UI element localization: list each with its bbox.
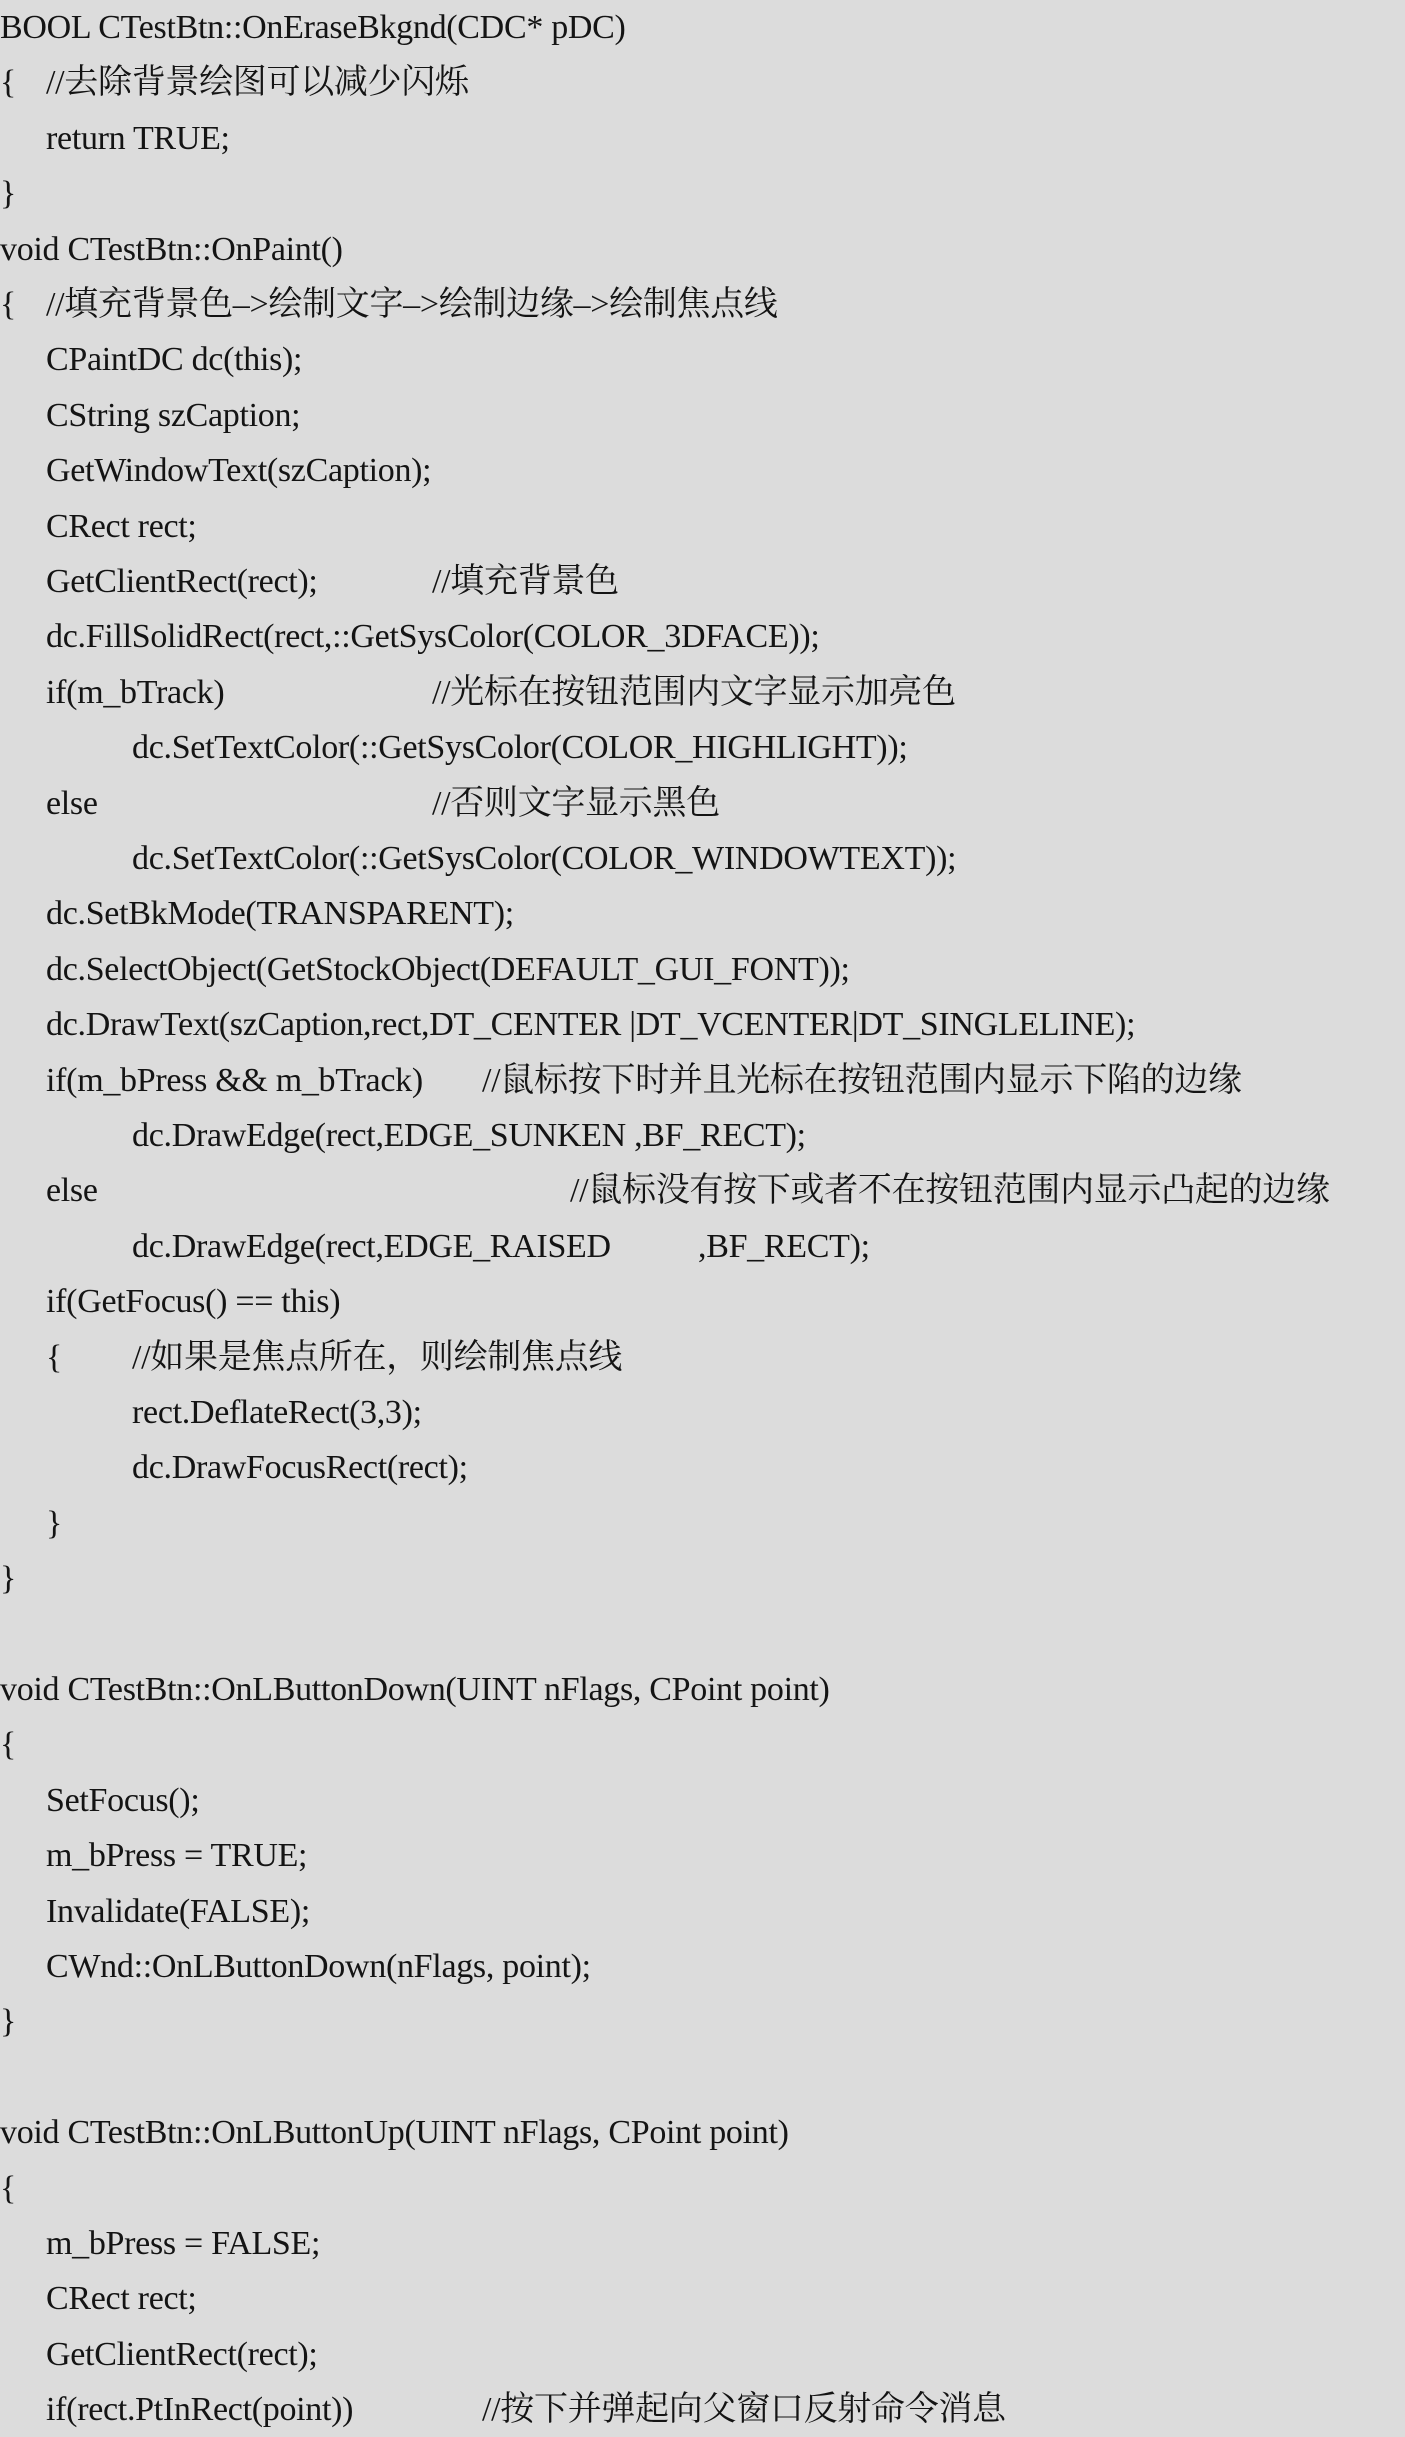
code-text: { — [46, 1338, 63, 1376]
code-text: CRect rect; — [46, 2280, 197, 2318]
code-text: if(GetFocus() == this) — [46, 1283, 341, 1321]
code-text: dc.DrawText(szCaption,rect,DT_CENTER |DT_VCENTER|DT_SINGLELINE); — [46, 1006, 1136, 1044]
code-text: CWnd::OnLButtonDown(nFlags, point); — [46, 1948, 591, 1985]
code-text: CString szCaption; — [46, 396, 301, 434]
code-text: dc.SetTextColor(::GetSysColor(COLOR_HIGHLIGHT)); — [132, 729, 908, 767]
code-text: if(m_bTrack) — [46, 673, 225, 711]
code-text: void CTestBtn::OnPaint() — [0, 230, 343, 268]
code-text: { — [0, 286, 17, 323]
code-text: else — [46, 784, 98, 822]
code-text: } — [0, 1560, 17, 1598]
code-text: dc.SetTextColor(::GetSysColor(COLOR_WINDOWTEXT)); — [132, 840, 957, 877]
code-text: CRect rect; — [46, 507, 197, 545]
code-text: m_bPress = FALSE; — [46, 2225, 321, 2262]
code-text: Invalidate(FALSE); — [46, 1892, 311, 1930]
code-text: CPaintDC dc(this); — [46, 341, 303, 379]
code-comment: //去除背景绘图可以减少闪烁 — [46, 64, 469, 102]
code-text: dc.FillSolidRect(rect,::GetSysColor(COLOR_3DFACE)); — [46, 618, 820, 656]
code-text: { — [0, 64, 17, 102]
code-text: GetClientRect(rect); — [46, 563, 318, 600]
code-text: rect.DeflateRect(3,3); — [132, 1394, 422, 1431]
code-text: GetWindowText(szCaption); — [46, 452, 432, 490]
code-comment: //如果是焦点所在，则绘制焦点线 — [132, 1338, 623, 1376]
code-text: else — [46, 1172, 98, 1210]
code-comment: //鼠标没有按下或者不在按钮范围内显示凸起的边缘 — [570, 1172, 1330, 1210]
code-comment: //鼠标按下时并且光标在按钮范围内显示下陷的边缘 — [482, 1061, 1242, 1099]
code-text: ,BF_RECT); — [698, 1227, 870, 1265]
code-text: if(rect.PtInRect(point)) — [46, 2391, 354, 2429]
code-text: void CTestBtn::OnLButtonDown(UINT nFlags, CPoint point) — [0, 1671, 830, 1708]
code-comment: //填充背景色 — [432, 563, 619, 600]
code-text: dc.SetBkMode(TRANSPARENT); — [46, 895, 514, 933]
code-text: } — [0, 175, 17, 213]
code-text: dc.SelectObject(GetStockObject(DEFAULT_GUI_FONT)); — [46, 950, 850, 988]
code-text: { — [0, 2169, 17, 2207]
code-text: BOOL CTestBtn::OnEraseBkgnd(CDC* pDC) — [0, 9, 626, 46]
code-text: { — [0, 1726, 17, 1764]
code-text: void CTestBtn::OnLButtonUp(UINT nFlags, CPoint point) — [0, 2114, 789, 2152]
code-comment: //否则文字显示黑色 — [432, 784, 720, 822]
code-text: GetClientRect(rect); — [46, 2335, 318, 2373]
code-text: m_bPress = TRUE; — [46, 1837, 308, 1875]
code-text: SetFocus(); — [46, 1781, 200, 1819]
code-text: dc.DrawEdge(rect,EDGE_RAISED — [132, 1227, 611, 1265]
code-comment: //光标在按钮范围内文字显示加亮色 — [432, 673, 956, 711]
code-text: } — [46, 1504, 63, 1542]
code-comment: //填充背景色–>绘制文字–>绘制边缘–>绘制焦点线 — [46, 286, 778, 323]
code-text: } — [0, 2003, 17, 2041]
code-comment: //按下并弹起向父窗口反射命令消息 — [482, 2391, 1006, 2429]
code-text: return TRUE; — [46, 119, 230, 157]
code-text: dc.DrawFocusRect(rect); — [132, 1449, 468, 1487]
code-text: if(m_bPress && m_bTrack) — [46, 1061, 423, 1099]
code-text: dc.DrawEdge(rect,EDGE_SUNKEN ,BF_RECT); — [132, 1117, 806, 1154]
